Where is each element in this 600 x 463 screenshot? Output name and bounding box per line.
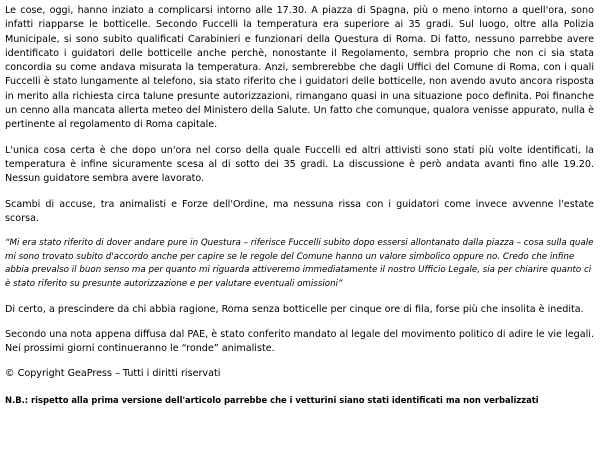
copyright-notice: © Copyright GeaPress – Tutti i diritti riservati	[5, 368, 221, 380]
article-paragraph-1: Le cose, oggi, hanno inziato a complicarsi intorno alle 17.30. A piazza di Spagna, più o meno intorno a quell'ora, sono infatti riapparse le botticelle. Secondo Fuccelli la temperatura era superiore ai 35 gradi. Sul luogo, oltre alla Polizia Municipale, si sono subito qualificati Carabinieri e funzionari della Questura di Roma. Di fatto, nessuno parrebbe avere identificato i guidatori delle botticelle anche perchè, nonostante il Regolamento, sembra proprio che non ci sia stata concordia su come andava misurata la temperatura. Anzi, sembrerebbe che dagli Uffici del Comune di Roma, con i quali Fuccelli è stato lungamente al telefono, sia stato riferito che i guidatori delle botticelle, non avendo avuto ancora risposta in merito alla richiesta circa talune presunte autorizzazioni, rimangano quasi in una situazione poco definita. Poi finanche un cenno alla mancata allerta meteo del Ministero della Salute. Un fatto che comunque, qualora venisse appurato, nulla è pertinente al regolamento di Roma capitale.	[5, 5, 594, 131]
article-paragraph-3: Scambi di accuse, tra animalisti e Forze dell'Ordine, ma nessuna rissa con i guidatori come invece avvenne l'estate scorsa.	[5, 198, 594, 224]
article-body	[5, 4, 594, 407]
article-paragraph-4: Di certo, a prescindere da chi abbia ragione, Roma senza botticelle per cinque ore di fila, forse più che insolita è inedita.	[5, 303, 584, 315]
editor-note: N.B.: rispetto alla prima versione dell'articolo parrebbe che i vetturini siano stati identificati ma non verbalizzati	[5, 394, 539, 405]
article-paragraph-5: Secondo una nota appena diffusa dal PAE, è stato conferito mandato al legale del movimento politico di adire le vie legali. Nei prossimi giorni continueranno le “ronde” animaliste.	[5, 328, 594, 355]
article-paragraph-2: L'unica cosa certa è che dopo un'ora nel corso della quale Fuccelli ed altri attivisti sono stati più volte identificati, la temperatura è infine sicuramente scesa al di sotto dei 35 gradi. La discussione è però andata avanti fino alle 19.20. Nessun guidatore sembra avere lavorato.	[5, 144, 594, 185]
article-quote: “Mi era stato riferito di dover andare pure in Questura – riferisce Fuccelli subito dopo essersi allontanato dalla piazza – cosa sulla quale mi sono trovato subito d'accordo anche per capire se le regole del Comune hanno un valore simbolico oppure no. Credo che infine abbia prevalso il buon senso ma per quanto mi riguarda attiveremo immediatamente il nostro Ufficio Legale, sia per chiarire quanto ci è stato riferito su presunte autorizzazione e per valutare eventuali omissioni”	[5, 238, 594, 289]
